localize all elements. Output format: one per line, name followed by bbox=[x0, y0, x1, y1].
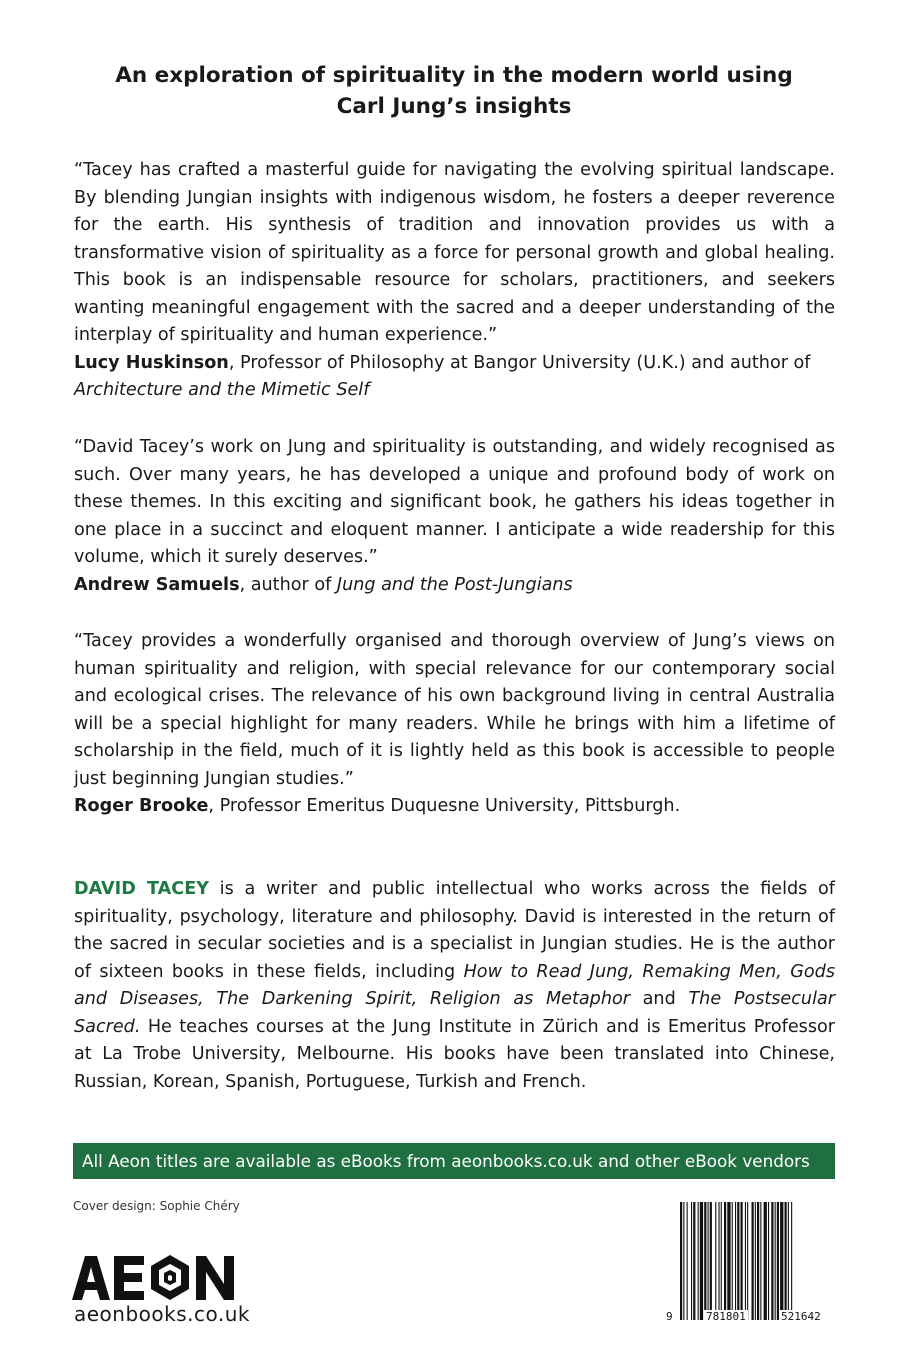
bio-text-2: He teaches courses at the Jung Institute in Zürich and is Emeritus Professor at La Trobe University, Melbourne. His books have been translated into Chinese, Russian, Korean, Spanish, Portuguese, Turkish and French. bbox=[74, 1016, 835, 1092]
bio-book-titles: How to Read Jung, Remaking Men, Gods and Diseases, The Darkening Spirit, Religion as Metaphor bbox=[74, 961, 835, 1009]
barcode-bar bbox=[719, 1202, 720, 1320]
barcode-bar bbox=[735, 1202, 736, 1320]
barcode-bar bbox=[780, 1202, 783, 1320]
review-quote: “David Tacey’s work on Jung and spirituality is outstanding, and widely recognised as such. Over many years, he has developed a unique and profound body of work on these themes. In this exciting and significant book, he gathers his ideas together in one place in a succinct and eloquent manner. I anticipate a wide readership for this volume, which it surely deserves.” bbox=[74, 437, 835, 567]
isbn-barcode bbox=[678, 1202, 838, 1327]
barcode-bar bbox=[708, 1202, 709, 1320]
ebook-banner: All Aeon titles are available as eBooks from aeonbooks.co.uk and other eBook vendors bbox=[73, 1143, 835, 1179]
barcode-bar bbox=[755, 1202, 756, 1320]
barcode-bar bbox=[710, 1202, 712, 1320]
reviewer-name: Lucy Huskinson bbox=[74, 352, 229, 373]
review-attribution bbox=[74, 572, 835, 600]
barcode-bar bbox=[727, 1202, 730, 1320]
barcode-bar bbox=[691, 1202, 692, 1320]
barcode-bar bbox=[777, 1202, 779, 1320]
review-2 bbox=[74, 434, 835, 599]
barcode-bar bbox=[741, 1202, 743, 1320]
author-name: DAVID TACEY bbox=[74, 879, 209, 899]
review-3 bbox=[74, 628, 835, 821]
review-1 bbox=[74, 157, 835, 405]
barcode-bar bbox=[775, 1202, 776, 1320]
author-bio-text bbox=[74, 876, 835, 1096]
bio-book-title-last: The Postsecular Sacred. bbox=[74, 989, 835, 1037]
publisher-url: aeonbooks.co.uk bbox=[74, 1302, 250, 1326]
reviewer-role: , Professor of Philosophy at Bangor University (U.K.) and author of bbox=[228, 352, 811, 373]
barcode-bar bbox=[693, 1202, 695, 1320]
reviewer-name: Roger Brooke bbox=[74, 796, 209, 816]
barcode-bar bbox=[683, 1202, 684, 1320]
isbn-lead-digit: 9 bbox=[666, 1310, 673, 1323]
barcode-bar bbox=[791, 1202, 792, 1320]
barcode-bar bbox=[732, 1202, 733, 1320]
barcode-bar bbox=[747, 1202, 748, 1320]
reviewer-role: , Professor Emeritus Duquesne University, Pittsburgh. bbox=[208, 796, 681, 816]
barcode-bar bbox=[752, 1202, 754, 1320]
barcode-bar bbox=[680, 1202, 682, 1320]
barcode-bar bbox=[788, 1202, 789, 1320]
reviewer-role: , author of bbox=[239, 574, 337, 595]
barcode-bar bbox=[785, 1202, 787, 1320]
review-attribution bbox=[74, 793, 835, 821]
barcode-bar bbox=[698, 1202, 699, 1320]
reviewer-work-title: Architecture and the Mimetic Self bbox=[74, 380, 370, 400]
barcode-bar bbox=[768, 1202, 769, 1320]
aeon-logo bbox=[72, 1254, 234, 1302]
cover-design-credit: Cover design: Sophie Chéry bbox=[73, 1199, 240, 1213]
reviewer-work-title: Jung and the Post-Jungians bbox=[336, 574, 573, 595]
barcode-bar bbox=[771, 1202, 773, 1320]
barcode-bar bbox=[745, 1202, 746, 1320]
barcode-bar bbox=[704, 1202, 706, 1320]
isbn-right-digits: 521642 bbox=[781, 1310, 821, 1323]
headline-line-2: Carl Jung’s insights bbox=[336, 94, 572, 119]
isbn-digits bbox=[664, 1310, 844, 1326]
author-bio bbox=[74, 876, 835, 1096]
review-attribution bbox=[74, 350, 835, 405]
bio-and: and bbox=[629, 989, 689, 1009]
reviewer-name: Andrew Samuels bbox=[74, 574, 240, 595]
headline bbox=[74, 60, 834, 122]
barcode-bar bbox=[764, 1202, 767, 1320]
review-quote: “Tacey provides a wonderfully organised and thorough overview of Jung’s views on human spirituality and religion, with special relevance for our contemporary social and ecological crises. The relevance of his own background living in central Australia will be a special highlight for many readers. While he brings with him a lifetime of scholarship in the field, much of it is lightly held as this book is accessible to people just beginning Jungian studies.” bbox=[74, 631, 835, 789]
barcode-bar bbox=[687, 1202, 688, 1320]
barcode-bar bbox=[757, 1202, 759, 1320]
headline-line-1: An exploration of spirituality in the modern world using bbox=[115, 63, 793, 88]
bio-text-1: is a writer and public intellectual who works across the fields of spirituality, psychology, literature and philosophy. David is interested in the return of the sacred in secular societies and is a specialist in Jungian studies. He is the author of sixteen books in these fields, including bbox=[74, 879, 836, 982]
barcode-bar bbox=[737, 1202, 739, 1320]
barcode-bar bbox=[700, 1202, 703, 1320]
isbn-left-digits: 781801 bbox=[706, 1310, 746, 1323]
review-quote: “Tacey has crafted a masterful guide for navigating the evolving spiritual landscape. By blending Jungian insights with indigenous wisdom, he fosters a deeper reverence for the earth. His synthesis of tradition and innovation provides us with a transformative vision of spirituality as a force for personal growth and global healing. This book is an indispensable resource for scholars, practitioners, and seekers wanting meaningful engagement with the sacred and a deeper understanding of the interplay of spirituality and human experience.” bbox=[74, 160, 835, 345]
barcode-bar bbox=[715, 1202, 716, 1320]
barcode-bar bbox=[760, 1202, 761, 1320]
barcode-bar bbox=[724, 1202, 726, 1320]
barcode-bar bbox=[721, 1202, 722, 1320]
